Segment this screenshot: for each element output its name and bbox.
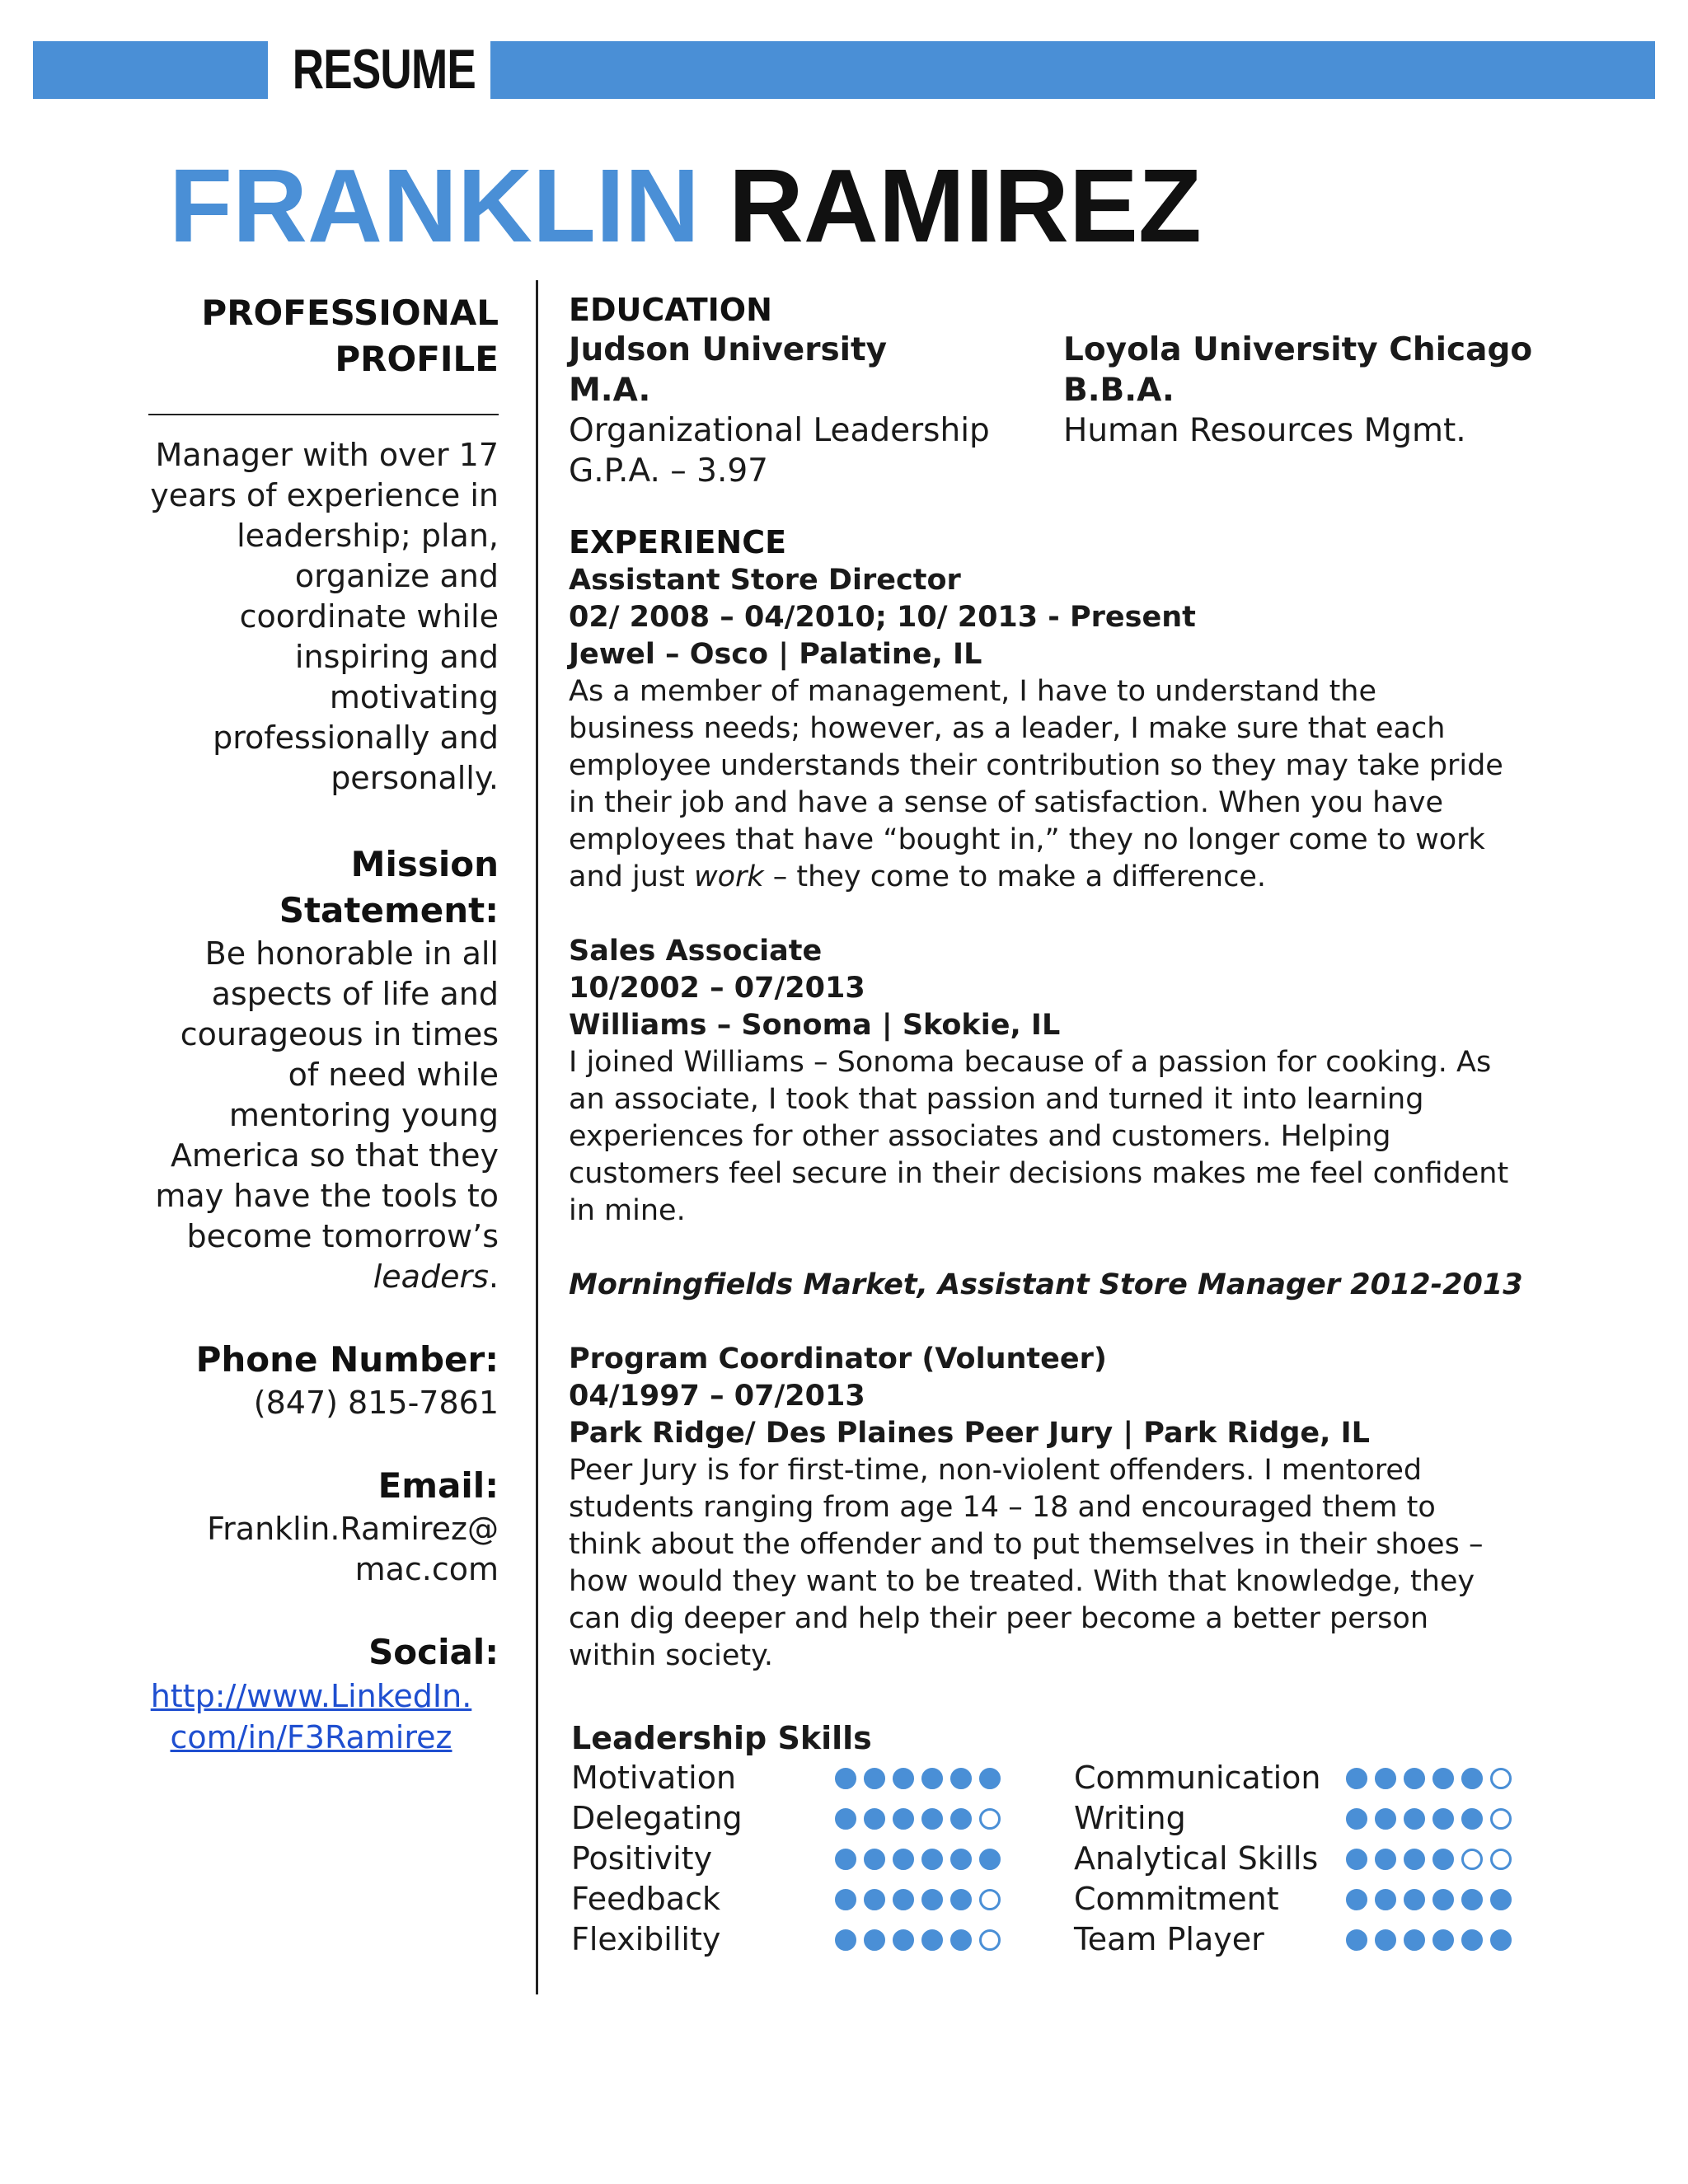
rating-dot-filled: [864, 1768, 885, 1789]
rating-dot-filled: [921, 1768, 943, 1789]
header-band-right: [490, 41, 1655, 99]
profile-line: leadership; plan,: [237, 518, 499, 554]
profile-line: motivating: [329, 679, 499, 715]
rating-dot-filled: [1346, 1889, 1367, 1910]
profile-line: coordinate while: [239, 598, 499, 635]
rating-dot-empty: [1461, 1849, 1483, 1870]
rating-dot-filled: [864, 1849, 885, 1870]
skill-row: [1074, 1758, 1577, 1798]
job-desc-line: within society.: [569, 1639, 774, 1672]
job-desc-line: I joined Williams – Sonoma because of a passion for cooking. As: [569, 1046, 1492, 1079]
rating-dot-filled: [1346, 1808, 1367, 1830]
rating-dot-filled: [950, 1808, 972, 1830]
rating-dot-filled: [1490, 1889, 1512, 1910]
rating-dot-filled: [950, 1929, 972, 1951]
resume-tag: RESUME: [292, 38, 476, 101]
skill-rating-dots: [1346, 1808, 1519, 1830]
job-dates: 02/ 2008 – 04/2010; 10/ 2013 - Present: [569, 601, 1196, 634]
job-desc-line: employee understands their contribution so they may take pride: [569, 749, 1503, 782]
skill-name: Feedback: [571, 1881, 720, 1917]
skills-column-left: [571, 1758, 1074, 1960]
rating-dot-filled: [893, 1808, 914, 1830]
phone-heading: Phone Number:: [195, 1339, 499, 1380]
rating-dot-filled: [1346, 1929, 1367, 1951]
rating-dot-filled: [835, 1889, 856, 1910]
job-desc-line: business needs; however, as a leader, I make sure that each: [569, 712, 1446, 745]
education-list: [569, 330, 1665, 491]
rating-dot-filled: [1432, 1929, 1454, 1951]
skill-rating-dots: [835, 1768, 1008, 1789]
skill-row: [571, 1919, 1074, 1960]
job-entry: [569, 933, 1665, 1230]
skill-name: Flexibility: [571, 1921, 721, 1957]
profile-heading-line-1: PROFESSIONAL: [201, 293, 499, 333]
rating-dot-empty: [979, 1808, 1001, 1830]
skill-row: [1074, 1919, 1577, 1960]
job-place: Williams – Sonoma | Skokie, IL: [569, 1009, 1061, 1042]
header-band-left: [33, 41, 268, 99]
mission-text: [124, 934, 499, 1297]
rating-dot-filled: [950, 1768, 972, 1789]
mission-line: Be honorable in all: [204, 935, 499, 972]
rating-dot-filled: [893, 1849, 914, 1870]
skill-row: [571, 1839, 1074, 1879]
job-desc-line: how would they want to be treated. With that knowledge, they: [569, 1565, 1475, 1598]
education-entry: [1063, 330, 1558, 491]
rating-dot-filled: [1404, 1929, 1425, 1951]
profile-line: Manager with over 17: [155, 437, 499, 473]
rating-dot-filled: [1461, 1768, 1483, 1789]
last-name: RAMIREZ: [728, 148, 1202, 264]
rating-dot-filled: [1375, 1808, 1396, 1830]
skill-rating-dots: [835, 1808, 1008, 1830]
job-title: Assistant Store Director: [569, 564, 961, 597]
rating-dot-filled: [1432, 1808, 1454, 1830]
mission-period: .: [488, 1258, 499, 1295]
profile-line: personally.: [331, 760, 499, 796]
mission-italic-word: leaders: [373, 1258, 489, 1295]
first-name: FRANKLIN: [169, 148, 700, 264]
social-link-line-2[interactable]: com/in/F3Ramirez: [170, 1719, 452, 1755]
job-dates: 04/1997 – 07/2013: [569, 1380, 865, 1413]
rating-dot-filled: [835, 1768, 856, 1789]
mission-line: become tomorrow’s: [186, 1218, 499, 1254]
skill-name: Communication: [1074, 1760, 1321, 1796]
rating-dot-filled: [1432, 1768, 1454, 1789]
rating-dot-filled: [950, 1889, 972, 1910]
profile-line: professionally and: [213, 719, 499, 756]
skills-column-right: [1074, 1758, 1577, 1960]
job-entry: [569, 1341, 1665, 1675]
skill-name: Delegating: [571, 1800, 743, 1836]
skill-row: [1074, 1839, 1577, 1879]
skill-name: Positivity: [571, 1840, 713, 1877]
rating-dot-filled: [921, 1889, 943, 1910]
skills-grid: [571, 1758, 1676, 1960]
profile-text: [124, 435, 499, 799]
rating-dot-filled: [864, 1929, 885, 1951]
job-desc-line: As a member of management, I have to understand the: [569, 675, 1377, 708]
skill-rating-dots: [1346, 1768, 1519, 1789]
skill-row: [1074, 1879, 1577, 1919]
mission-line: courageous in times: [180, 1016, 499, 1052]
rating-dot-filled: [921, 1808, 943, 1830]
rating-dot-filled: [893, 1889, 914, 1910]
experience-heading: EXPERIENCE: [569, 524, 787, 560]
rating-dot-filled: [835, 1808, 856, 1830]
candidate-name: [169, 148, 1202, 264]
rating-dot-filled: [864, 1808, 885, 1830]
job-place: Park Ridge/ Des Plaines Peer Jury | Park Ridge, IL: [569, 1417, 1370, 1450]
rating-dot-filled: [1346, 1768, 1367, 1789]
job-desc-line: an associate, I took that passion and turned it into learning: [569, 1083, 1424, 1116]
job-desc-line: students ranging from age 14 – 18 and encouraged them to: [569, 1491, 1436, 1524]
email-heading: Email:: [377, 1465, 499, 1506]
email-line-2: mac.com: [354, 1551, 499, 1587]
field-of-study: Organizational Leadership: [569, 412, 990, 449]
rating-dot-filled: [1461, 1929, 1483, 1951]
rating-dot-filled: [1404, 1849, 1425, 1870]
degree: M.A.: [569, 372, 651, 409]
skill-name: Analytical Skills: [1074, 1840, 1319, 1877]
skill-name: Team Player: [1074, 1921, 1264, 1957]
school-name: Loyola University Chicago: [1063, 331, 1533, 368]
profile-heading-line-2: PROFILE: [335, 339, 499, 379]
skill-rating-dots: [1346, 1889, 1519, 1910]
rating-dot-filled: [921, 1929, 943, 1951]
desc-italic-word: work: [693, 860, 764, 893]
rating-dot-filled: [1404, 1889, 1425, 1910]
skill-name: Commitment: [1074, 1881, 1279, 1917]
mission-line: may have the tools to: [155, 1178, 499, 1214]
column-divider: [536, 280, 538, 1994]
skills-section: [571, 1718, 1676, 1960]
rating-dot-filled: [893, 1768, 914, 1789]
mission-line: mentoring young: [228, 1097, 499, 1133]
job-desc-line: Peer Jury is for first-time, non-violent offenders. I mentored: [569, 1454, 1423, 1487]
profile-line: inspiring and: [294, 639, 499, 675]
skill-rating-dots: [835, 1889, 1008, 1910]
rating-dot-empty: [1490, 1849, 1512, 1870]
skill-row: [571, 1758, 1074, 1798]
skill-name: Writing: [1074, 1800, 1186, 1836]
rating-dot-filled: [1346, 1849, 1367, 1870]
main-content: [569, 290, 1665, 1675]
job-desc-line-last: [569, 859, 1665, 896]
skill-name: Motivation: [571, 1760, 737, 1796]
rating-dot-filled: [979, 1849, 1001, 1870]
social-link[interactable]: [124, 1675, 499, 1758]
skill-rating-dots: [1346, 1849, 1519, 1870]
degree: B.B.A.: [1063, 372, 1175, 409]
skill-row: [571, 1798, 1074, 1839]
mission-line: America so that they: [170, 1137, 499, 1174]
social-link-line-1[interactable]: http://www.LinkedIn.: [150, 1678, 472, 1714]
mission-line-last: [124, 1257, 499, 1297]
job-entry: [569, 562, 1665, 896]
rating-dot-filled: [835, 1929, 856, 1951]
mission-line: aspects of life and: [211, 976, 499, 1012]
rating-dot-filled: [921, 1849, 943, 1870]
rating-dot-empty: [1490, 1808, 1512, 1830]
email-line-1: Franklin.Ramirez@: [207, 1511, 499, 1547]
field-of-study: Human Resources Mgmt.: [1063, 412, 1466, 449]
mission-line: of need while: [288, 1057, 499, 1093]
mission-heading: Mission Statement:: [279, 844, 499, 930]
phone-number: (847) 815-7861: [253, 1385, 499, 1421]
profile-line: years of experience in: [150, 477, 499, 513]
job-dates: 10/2002 – 07/2013: [569, 972, 865, 1005]
rating-dot-filled: [1461, 1889, 1483, 1910]
skill-rating-dots: [1346, 1929, 1519, 1951]
skill-rating-dots: [835, 1929, 1008, 1951]
social-heading: Social:: [368, 1632, 499, 1672]
rating-dot-filled: [1375, 1929, 1396, 1951]
skills-heading: Leadership Skills: [571, 1720, 872, 1756]
job-desc-line: can dig deeper and help their peer become a better person: [569, 1602, 1429, 1635]
rating-dot-empty: [979, 1929, 1001, 1951]
rating-dot-filled: [893, 1929, 914, 1951]
job-desc-line: employees that have “bought in,” they no longer come to work: [569, 823, 1485, 856]
rating-dot-filled: [1375, 1889, 1396, 1910]
job-title: Program Coordinator (Volunteer): [569, 1343, 1107, 1376]
rating-dot-filled: [1375, 1768, 1396, 1789]
job-desc-line: in mine.: [569, 1194, 686, 1227]
job-place: Jewel – Osco | Palatine, IL: [569, 638, 982, 671]
rating-dot-filled: [1432, 1849, 1454, 1870]
rating-dot-filled: [1461, 1808, 1483, 1830]
rating-dot-filled: [950, 1849, 972, 1870]
job-desc-line: think about the offender and to put themselves in their shoes –: [569, 1528, 1484, 1561]
skill-row: [1074, 1798, 1577, 1839]
rating-dot-empty: [979, 1889, 1001, 1910]
job-desc-line: in their job and have a sense of satisfaction. When you have: [569, 786, 1444, 819]
education-entry: [569, 330, 1063, 491]
school-name: Judson University: [569, 331, 888, 368]
skill-row: [571, 1879, 1074, 1919]
sidebar: [124, 290, 499, 1758]
profile-rule: [148, 414, 499, 415]
profile-line: organize and: [294, 558, 499, 594]
rating-dot-empty: [1490, 1768, 1512, 1789]
rating-dot-filled: [864, 1889, 885, 1910]
desc-part-a: and just: [569, 860, 694, 893]
rating-dot-filled: [835, 1849, 856, 1870]
gpa: G.P.A. – 3.97: [569, 452, 768, 490]
education-heading: EDUCATION: [569, 292, 772, 328]
rating-dot-filled: [1432, 1889, 1454, 1910]
desc-part-b: – they come to make a difference.: [763, 860, 1266, 893]
rating-dot-filled: [1404, 1768, 1425, 1789]
job-desc-line: customers feel secure in their decisions makes me feel confident: [569, 1157, 1509, 1190]
rating-dot-filled: [1490, 1929, 1512, 1951]
rating-dot-filled: [979, 1768, 1001, 1789]
rating-dot-filled: [1404, 1808, 1425, 1830]
job-title: Sales Associate: [569, 935, 823, 968]
skill-rating-dots: [835, 1849, 1008, 1870]
job-desc-line: experiences for other associates and customers. Helping: [569, 1120, 1391, 1153]
additional-role-note: Morningfields Market, Assistant Store Manager 2012-2013: [569, 1268, 1523, 1301]
rating-dot-filled: [1375, 1849, 1396, 1870]
